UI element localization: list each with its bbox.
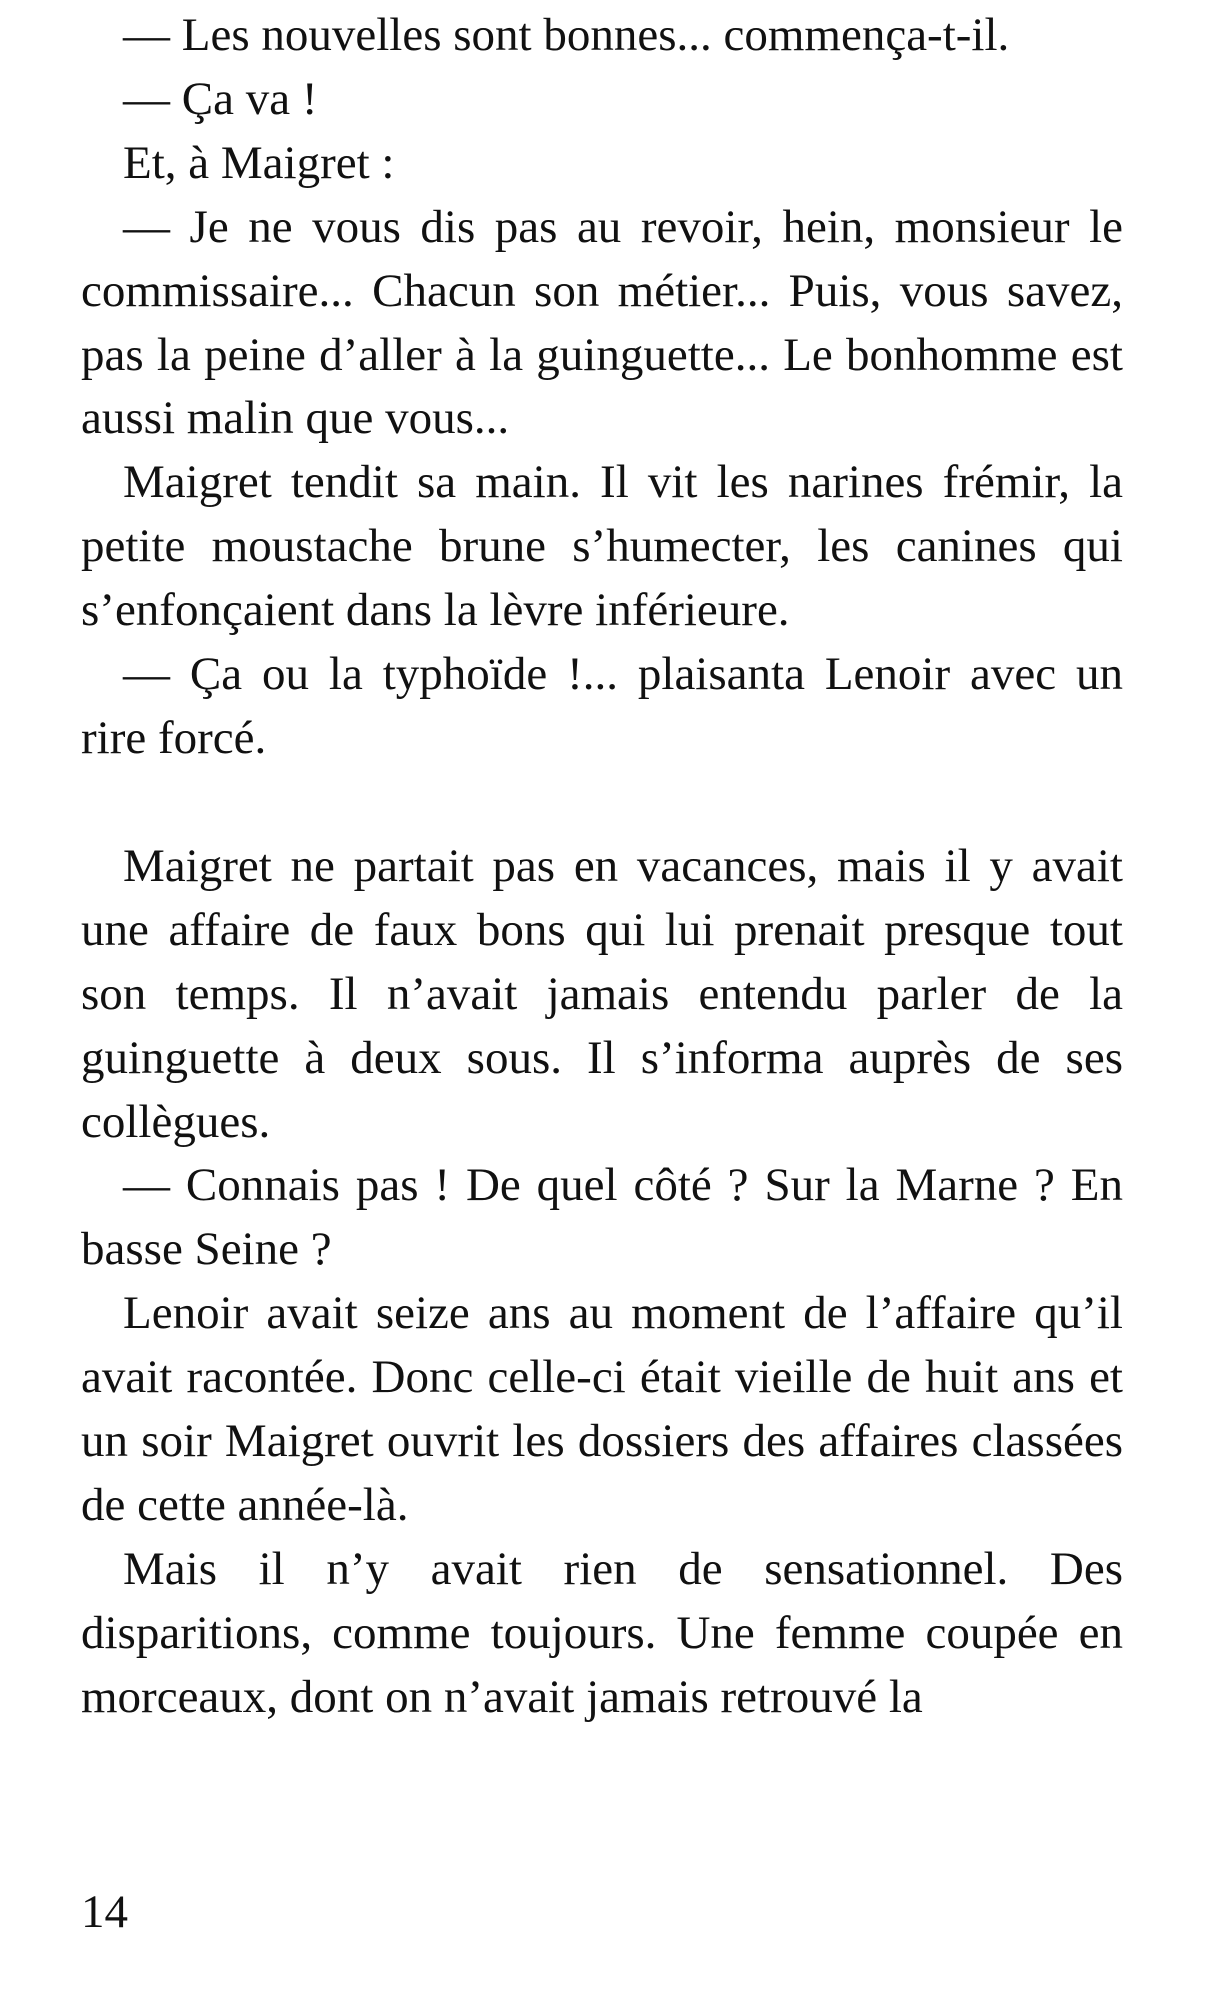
paragraph: — Connais pas ! De quel côté ? Sur la Marne ? En basse Seine ? bbox=[81, 1159, 1123, 1276]
paragraph: — Les nouvelles sont bonnes... commença-t-il. bbox=[123, 9, 1010, 61]
paragraph: Mais il n’y avait rien de sensationnel. Des disparitions, comme toujours. Une femme coupée en morceaux, dont on n’avait jamais retrouvé la bbox=[81, 1542, 1123, 1723]
paragraph: Maigret ne partait pas en vacances, mais il y avait une affaire de faux bons qui lui prenait presque tout son temps. Il n’avait jamais entendu parler de la guinguette à deux sous. Il s’informa auprès de ses collègues. bbox=[81, 839, 1123, 1148]
paragraph: — Ça va ! bbox=[123, 72, 318, 125]
paragraph: Et, à Maigret : bbox=[123, 136, 395, 189]
page-number: 14 bbox=[81, 1886, 128, 1938]
paragraph: — Je ne vous dis pas au revoir, hein, monsieur le commissaire... Chacun son métier... Puis, vous savez, pas la peine d’aller à la guinguette... Le bonhomme est aussi malin que vous... bbox=[81, 200, 1123, 445]
section-break bbox=[81, 771, 1123, 835]
paragraph: Lenoir avait seize ans au moment de l’affaire qu’il avait racontée. Donc celle-ci était vieille de huit ans et un soir Maigret ouvrit les dossiers des affaires classées de cette année-là. bbox=[81, 1287, 1123, 1531]
paragraph: Maigret tendit sa main. Il vit les narines frémir, la petite moustache brune s’humecter, les canines qui s’enfonçaient dans la lèvre inférieure. bbox=[81, 456, 1123, 637]
body-text bbox=[81, 4, 1123, 1730]
paragraph: — Ça ou la typhoïde !... plaisanta Lenoir avec un rire forcé. bbox=[81, 648, 1123, 764]
